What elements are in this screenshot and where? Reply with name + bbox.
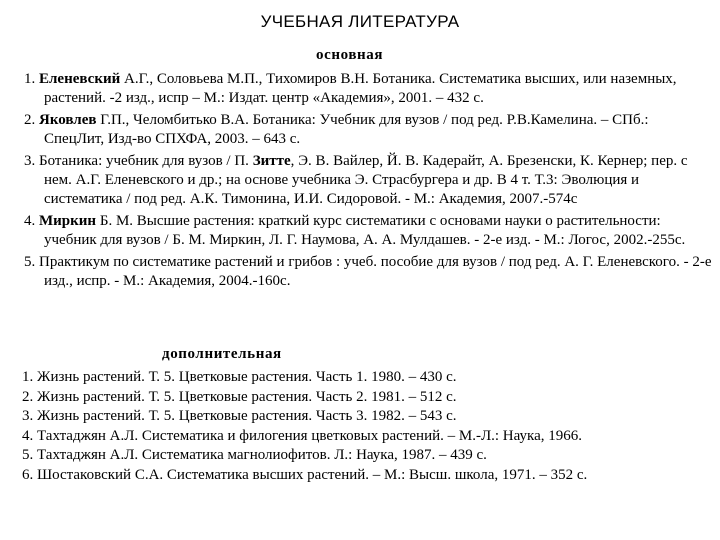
additional-literature-item-5: 5. Тахтаджян А.Л. Систематика магнолиофитов. Л.: Наука, 1987. – 439 с.	[22, 447, 487, 463]
additional-literature-item-4: 4. Тахтаджян А.Л. Систематика и филогения цветковых растений. – М.-Л.: Наука, 1966.	[22, 427, 582, 444]
main-literature-item-2	[22, 111, 712, 149]
item-text: , Э. В. Вайлер, Й. В. Кадерайт, А. Брезенски, К. Кернер; пер. с нем. А.Г. Еленевского и др.; на основе учебника Э. Страсбургера и др. В 4 т. Т.3: Эволюция и систематика / под ред. А.К. Тимонина, И.И. Сидоровой. - М.: Академия, 2007.-574с	[44, 153, 688, 207]
item-author: Зитте	[252, 153, 291, 169]
item-text: Г.П., Челомбитько В.А. Ботаника: Учебник для вузов / под ред. Р.В.Камелина. – СПб.: СпецЛит, Изд-во СПХФА, 2003. – 643 с.	[44, 112, 649, 147]
item-text: А.Г., Соловьева М.П., Тихомиров В.Н. Ботаника. Систематика высших, или наземных, растений. -2 изд., испр – М.: Издат. центр «Академия», 2001. – 432 с.	[44, 71, 677, 106]
main-literature-list	[22, 70, 712, 294]
item-number: 1.	[24, 71, 36, 87]
main-literature-item-4	[22, 212, 712, 250]
item-number: 4.	[24, 213, 36, 229]
item-author: Яковлев	[39, 112, 97, 128]
main-literature-item-1	[22, 70, 712, 108]
additional-literature-list	[22, 368, 712, 485]
item-author: Еленевский	[39, 71, 121, 87]
item-text-prefix: Ботаника: учебник для вузов / П.	[35, 153, 253, 169]
main-literature-item-3	[22, 152, 712, 209]
page-title: УЧЕБНАЯ ЛИТЕРАТУРА	[260, 12, 460, 31]
additional-literature-item-1: 1. Жизнь растений. Т. 5. Цветковые растения. Часть 1. 1980. – 430 с.	[22, 369, 457, 385]
item-author: Миркин	[39, 213, 97, 229]
additional-literature-item-3: 3. Жизнь растений. Т. 5. Цветковые растения. Часть 3. 1982. – 543 с.	[22, 408, 457, 424]
item-number: 5.	[24, 254, 36, 270]
additional-literature-item-2: 2. Жизнь растений. Т. 5. Цветковые растения. Часть 2. 1981. – 512 с.	[22, 388, 457, 405]
main-literature-heading: основная	[316, 47, 384, 63]
item-number: 2.	[24, 112, 36, 128]
additional-literature-heading: дополнительная	[162, 346, 282, 362]
additional-literature-item-6: 6. Шостаковский С.А. Систематика высших растений. – М.: Высш. школа, 1971. – 352 с.	[22, 466, 588, 483]
item-number: 3.	[24, 153, 36, 169]
item-text: Б. М. Высшие растения: краткий курс систематики с основами науки о растительности: учебник для вузов / Б. М. Миркин, Л. Г. Наумова, А. А. Мулдашев. - 2-е изд. - М.: Логос, 2002.-255с.	[44, 213, 686, 248]
item-text: Практикум по систематике растений и грибов : учеб. пособие для вузов / под ред. А. Г. Еленевского. - 2-е изд., испр. - М.: Академия, 2004.-160с.	[35, 254, 712, 289]
main-literature-item-5	[22, 253, 712, 291]
